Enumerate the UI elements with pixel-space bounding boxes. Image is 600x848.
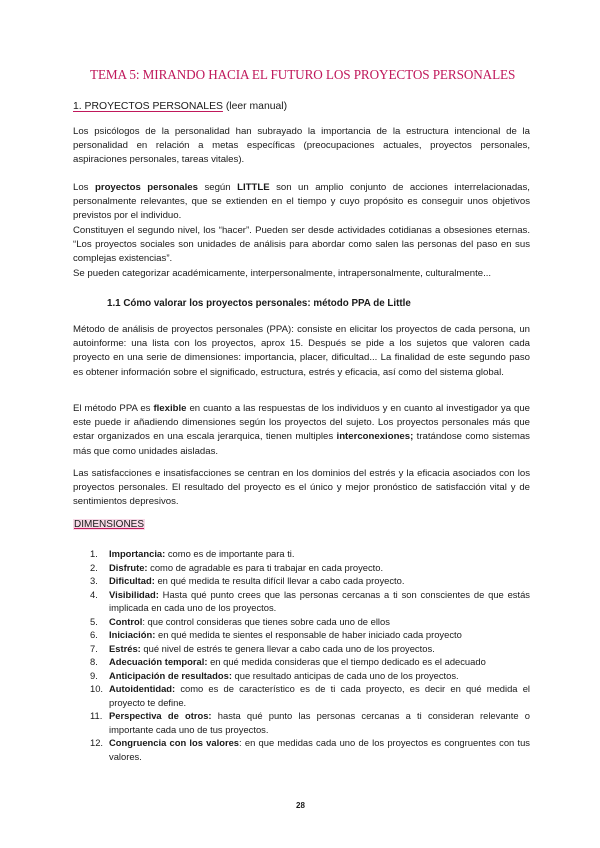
item-number: 9. (90, 669, 98, 681)
item-text: como es de característico es de ti cada proyecto, es decir en qué medida el proyecto te define. (109, 683, 530, 708)
item-number: 1. (90, 548, 98, 559)
list-item (73, 547, 530, 561)
item-label: Estrés: (109, 642, 141, 654)
text-run: Los (73, 182, 95, 193)
list-item (73, 669, 530, 683)
item-text: hasta qué punto las personas cercanas a ti consideran relevante o importante cada uno de tus proyectos. (109, 710, 530, 735)
text-run: según (197, 182, 238, 193)
paragraph-ppa: Método de análisis de proyectos personales (PPA): consiste en elicitar los proyectos de cada persona, un autoinforme: una lista con los proyectos, aprox 15. Después se pide a los sujetos que valoren cada proyecto en una serie de dimensiones: importancia, placer, dificultad... La finalidad de este segundo paso es obtener información sobre el significado, estructura, estrés y eficacia, así como del sistema global. (73, 324, 530, 378)
paragraph-flexible (73, 402, 530, 459)
page-number: 28 (296, 801, 305, 810)
list-item (73, 628, 530, 642)
item-label: Visibilidad: (109, 588, 159, 600)
item-number: 11. (90, 710, 103, 721)
item-number: 10. (90, 683, 104, 694)
item-text: como es de importante para ti. (165, 548, 295, 559)
item-label: Anticipación de resultados: (109, 669, 232, 681)
item-number: 4. (90, 588, 98, 600)
dimensions-heading: DIMENSIONES (74, 519, 145, 530)
author-little: LITTLE (237, 182, 270, 193)
item-text: Hasta qué punto crees que las personas cercanas a ti son conscientes de que estás implicada en cada uno de los proyectos. (109, 588, 530, 613)
item-text: qué nivel de estrés te genera llevar a cabo cada uno de los proyectos. (140, 642, 435, 654)
list-item (73, 736, 530, 763)
item-number: 7. (90, 642, 98, 654)
item-label: Importancia: (109, 548, 166, 559)
item-label: Perspectiva de otros: (109, 710, 212, 721)
section-heading (73, 101, 287, 112)
item-number: 3. (90, 575, 98, 586)
item-text: : que control consideras que tienes sobre cada uno de ellos (142, 615, 390, 627)
paragraph-intro: Los psicólogos de la personalidad han subrayado la importancia de la estructura intencional de la personalidad en relación a metas específicas (preocupaciones actuales, proyectos personales, aspiraciones personales, tareas vitales). (73, 126, 530, 166)
paragraph-levels: Constituyen el segundo nivel, los “hacer”. Pueden ser desde actividades cotidianas a obsesiones eternas. “Los proyectos sociales son unidades de análisis para abordar como salen las personas del paso en sus complejas existencias”. (73, 224, 530, 265)
item-label: Disfrute: (109, 561, 148, 573)
item-number: 5. (90, 615, 98, 627)
term-flexible: flexible (153, 403, 187, 414)
item-label: Congruencia con los valores (109, 737, 240, 748)
item-number: 12. (90, 737, 104, 748)
item-label: Adecuación temporal: (109, 656, 208, 667)
paragraph-satisfaction: Las satisfacciones e insatisfacciones se centran en los dominios del estrés y la eficacia asociados con los proyectos personales. El resultado del proyecto es el único y mejor pronóstico de satisfacción vital y de sentimientos depresivos. (73, 468, 530, 508)
list-item (73, 655, 530, 669)
item-number: 8. (90, 656, 98, 667)
subsection-heading: 1.1 Cómo valorar los proyectos personales: método PPA de Little (107, 298, 411, 309)
paragraph-categories: Se pueden categorizar académicamente, interpersonalmente, intrapersonalmente, culturalmente... (73, 268, 492, 279)
paragraph-definition (73, 181, 530, 266)
list-item (73, 588, 530, 615)
list-item (73, 561, 530, 575)
list-item (73, 709, 530, 736)
item-text: en qué medida consideras que el tiempo dedicado es el adecuado (207, 656, 486, 667)
item-text: en qué medida te sientes el responsable de haber iniciado cada proyecto (155, 629, 462, 640)
term-proyectos-personales: proyectos personales (94, 182, 198, 193)
list-item (73, 682, 530, 709)
item-label: Iniciación: (109, 629, 156, 640)
item-label: Control (109, 615, 143, 627)
item-number: 2. (90, 561, 98, 573)
term-interconexiones: interconexiones; (336, 431, 414, 443)
text-run: tratándose como sistemas más que como unidades aisladas. (73, 431, 530, 457)
item-text: que resultado anticipas de cada uno de los proyectos. (231, 669, 459, 681)
item-label: Dificultad: (109, 575, 155, 586)
dimensions-list (73, 547, 530, 763)
list-item (73, 615, 530, 629)
item-text: en qué medida te resulta difícil llevar a cabo cada proyecto. (154, 575, 405, 586)
item-text: : en que medidas cada uno de los proyectos es congruentes con tus valores. (109, 737, 530, 762)
section-heading-label: 1. PROYECTOS PERSONALES (73, 101, 223, 112)
text-run: El método PPA es (73, 403, 154, 414)
item-text: como de agradable es para ti trabajar en cada proyecto. (147, 561, 384, 573)
item-label: Autoidentidad: (109, 683, 176, 694)
text-run: son un amplio conjunto de acciones interrelacionadas, personalmente relevantes, que se extienden en el tiempo y cuyo propósito es conseguir unos objetivos previstos por el individuo. (73, 182, 530, 222)
section-heading-note: (leer manual) (222, 101, 288, 112)
page-title: TEMA 5: MIRANDO HACIA EL FUTURO LOS PROYECTOS PERSONALES (90, 67, 516, 82)
list-item (73, 574, 530, 588)
text-run: en cuanto a las respuestas de los individuos y en cuanto al investigador ya que este puede ir añadiendo dimensiones según los proyectos del sujeto. Los proyectos personales más que estar organizados en una escala jerarquica, tienen multiples (73, 403, 531, 443)
list-item (73, 642, 530, 656)
item-number: 6. (90, 629, 98, 640)
